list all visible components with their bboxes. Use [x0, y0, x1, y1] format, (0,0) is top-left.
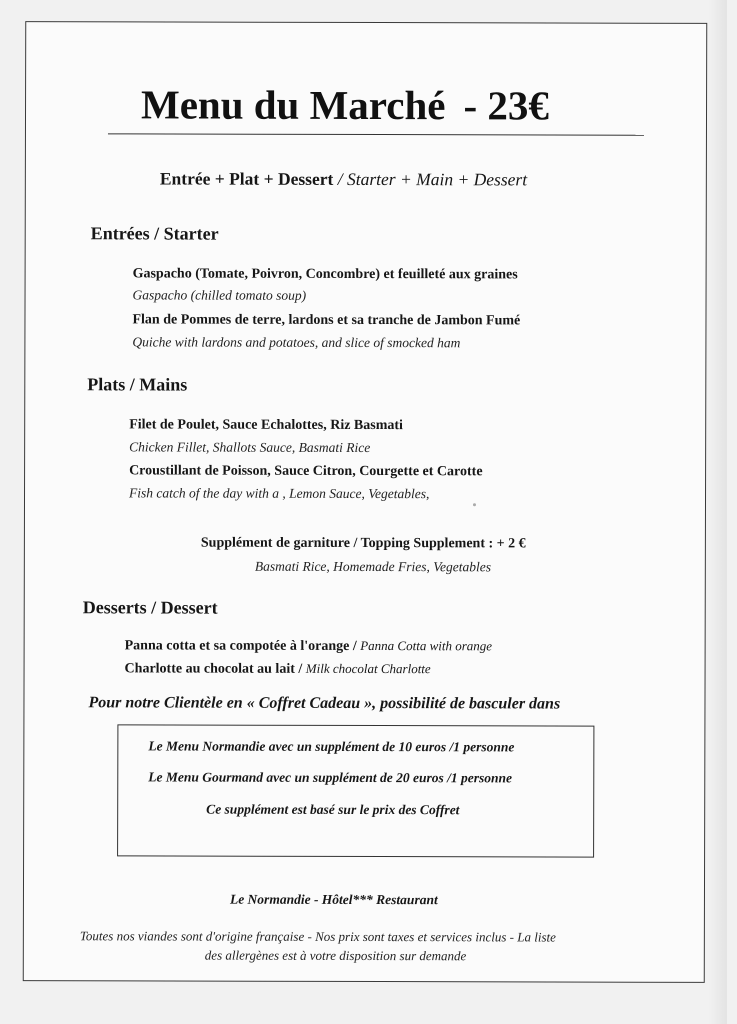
- section-heading-desserts: Desserts / Dessert: [82, 597, 218, 618]
- subtitle-en: Starter + Main + Dessert: [346, 168, 528, 190]
- dish-dessert-1-en: Panna Cotta with orange: [360, 637, 493, 654]
- dish-plat-1-translation: Chicken Fillet, Shallots Sauce, Basmati Rice: [129, 439, 371, 456]
- dish-dessert-2-fr: Charlotte au chocolat au lait: [124, 661, 295, 677]
- section-heading-entrees: Entrées / Starter: [90, 223, 219, 244]
- menu-sheet: [23, 21, 708, 983]
- gift-box-frame: [117, 724, 594, 857]
- menu-title: [141, 80, 549, 129]
- section-heading-plats: Plats / Mains: [87, 374, 188, 395]
- dish-dessert-1-fr: Panna cotta et sa compotée à l'orange: [124, 638, 350, 654]
- gift-line-note: Ce supplément est basé sur le prix des Coffret: [206, 801, 460, 818]
- topping-supplement-detail: Basmati Rice, Homemade Fries, Vegetables: [254, 558, 492, 575]
- menu-price: - 23€: [463, 82, 549, 129]
- page-edge-shadow: [709, 0, 727, 1024]
- dish-dessert-2-en: Milk chocolat Charlotte: [305, 660, 431, 677]
- subtitle-separator: /: [333, 168, 347, 189]
- dish-dessert-1-sep: /: [349, 638, 361, 654]
- restaurant-name: Le Normandie - Hôtel*** Restaurant: [229, 891, 438, 908]
- dish-entree-1: Gaspacho (Tomate, Poivron, Concombre) et feuilleté aux graines: [132, 266, 518, 283]
- subtitle-fr: Entrée + Plat + Dessert: [159, 168, 334, 189]
- gift-line-normandie: Le Menu Normandie avec un supplément de 10 euros /1 personne: [148, 738, 515, 755]
- footer-note-line-1: Toutes nos viandes sont d'origine française - Nos prix sont taxes et services inclus - La liste: [79, 928, 556, 945]
- dish-dessert-2-sep: /: [294, 661, 306, 677]
- dish-dessert-1: [125, 637, 492, 655]
- scan-speck: [473, 503, 476, 506]
- dish-entree-2: Flan de Pommes de terre, lardons et sa tranche de Jambon Fumé: [132, 312, 521, 329]
- dish-entree-2-translation: Quiche with lardons and potatoes, and slice of smocked ham: [132, 334, 461, 351]
- menu-subtitle: [160, 168, 527, 190]
- topping-supplement: Supplément de garniture / Topping Supplement : + 2 €: [200, 535, 526, 552]
- gift-box-intro: Pour notre Clientèle en « Coffret Cadeau », possibilité de basculer dans: [88, 694, 561, 713]
- title-underline: [108, 133, 644, 135]
- dish-plat-1: Filet de Poulet, Sauce Echalottes, Riz Basmati: [129, 417, 403, 434]
- dish-dessert-2: [125, 660, 431, 678]
- dish-plat-2-translation: Fish catch of the day with a , Lemon Sauce, Vegetables,: [129, 485, 430, 502]
- dish-plat-2: Croustillant de Poisson, Sauce Citron, Courgette et Carotte: [129, 463, 483, 480]
- footer-note-line-2: des allergènes est à votre disposition sur demande: [204, 947, 467, 964]
- dish-entree-1-translation: Gaspacho (chilled tomato soup): [132, 287, 307, 303]
- menu-title-text: Menu du Marché: [140, 81, 446, 129]
- gift-line-gourmand: Le Menu Gourmand avec un supplément de 20 euros /1 personne: [148, 769, 513, 786]
